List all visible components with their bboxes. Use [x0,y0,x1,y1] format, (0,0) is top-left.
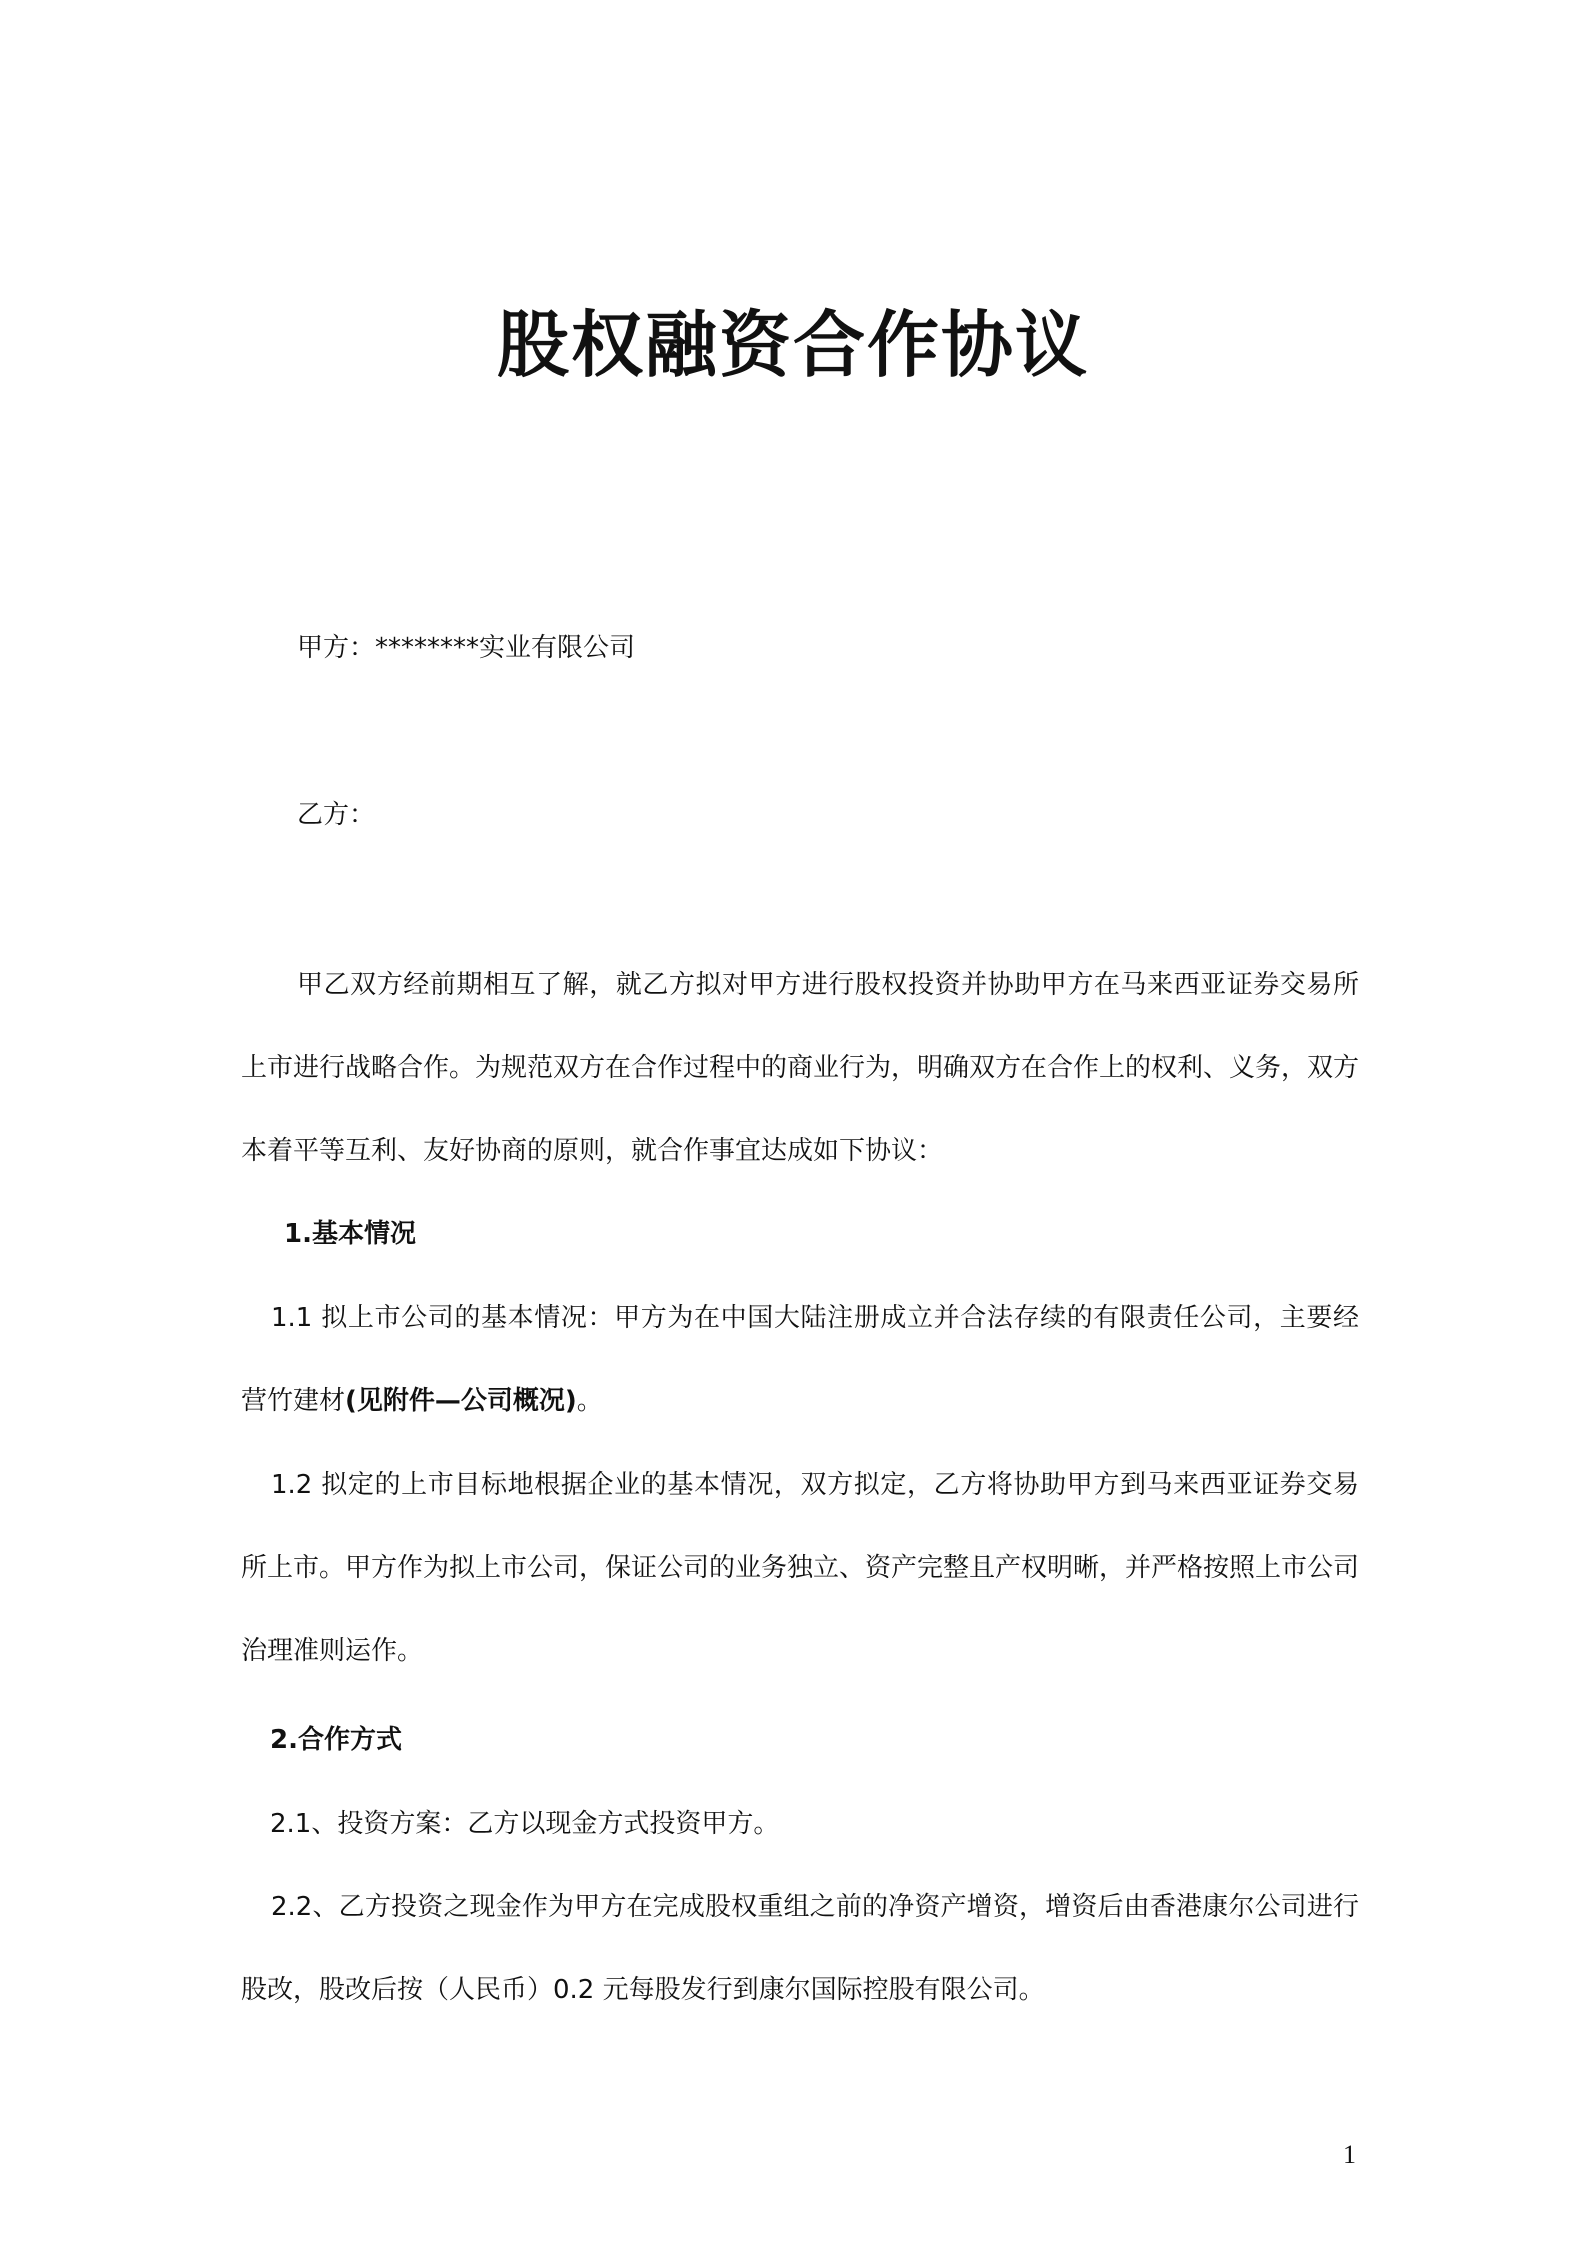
clause-2-2: 2.2、乙方投资之现金作为甲方在完成股权重组之前的净资产增资，增资后由香港康尔公司进行股改，股改后按（人民币）0.2 元每股发行到康尔国际控股有限公司。 [241,1892,1359,2005]
document-title: 股权融资合作协议 [496,303,1089,387]
section-1-heading: 1.基本情况 [284,1219,416,1249]
party-a-line: 甲方：********实业有限公司 [297,633,636,663]
clause-2-1: 2.1、投资方案：乙方以现金方式投资甲方。 [270,1809,780,1839]
section-2-heading: 2.合作方式 [270,1725,402,1755]
clause-1-2: 1.2 拟定的上市目标地根据企业的基本情况，双方拟定，乙方将协助甲方到马来西亚证券交易所上市。甲方作为拟上市公司，保证公司的业务独立、资产完整且产权明晰，并严格按照上市公司治理准则运作。 [241,1470,1360,1666]
clause-1-1 [241,1277,1359,1443]
clause-1-1-end: 。 [576,1386,603,1416]
party-b-line: 乙方： [297,800,376,830]
clause-1-1-annex-reference: (见附件—公司概况) [345,1386,577,1416]
page-number: 1 [1343,2140,1356,2169]
clause-1-1-text: 1.1 拟上市公司的基本情况：甲方为在中国大陆注册成立并合法存续的有限责任公司，主要经营竹建材 [241,1303,1359,1416]
intro-paragraph: 甲乙双方经前期相互了解，就乙方拟对甲方进行股权投资并协助甲方在马来西亚证券交易所上市进行战略合作。为规范双方在合作过程中的商业行为，明确双方在合作上的权利、义务，双方本着平等互利、友好协商的原则，就合作事宜达成如下协议： [241,970,1360,1166]
